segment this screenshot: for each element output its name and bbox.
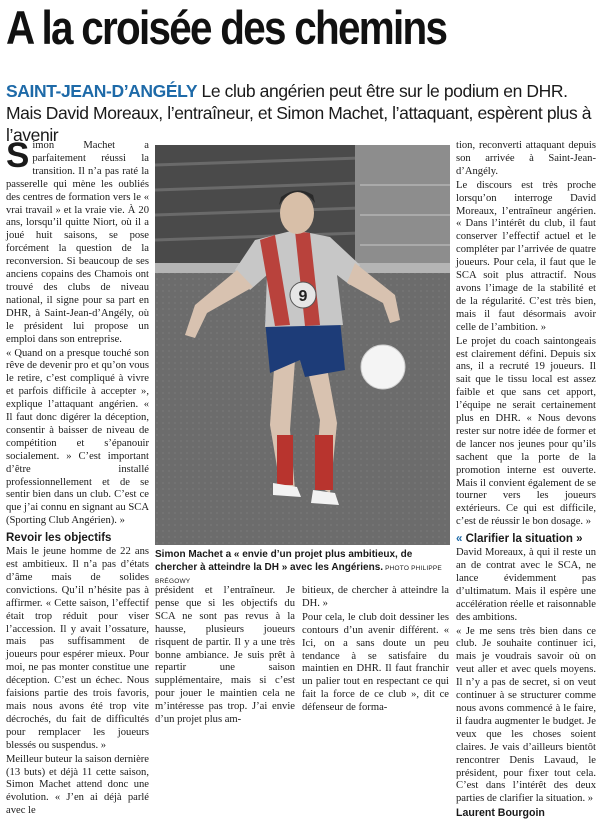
photo-caption: Simon Machet a « envie d’un projet plus ambitieux, de chercher à atteindre la DH » avec les Angériens. PHOTO PHILIPPE BRÉGOWY [155, 549, 442, 585]
paragraph: président et l’entraîneur. Je pense que si les objectifs du SCA ne sont pas revus à la hausse, plusieurs joueurs risquent de partir. Il y a une très bonne ambiance. Je suis prêt à repartir une saison supplémentaire, mais si c’est pour jouer le maintien cela ne m’intéresse pas trop. J’ai envie d’un projet plus am- [155, 585, 295, 726]
deck-kicker: SAINT-JEAN-D’ANGÉLY [6, 81, 198, 101]
subhead-clarifier: « Clarifier la situation » [456, 533, 583, 546]
football-player-photo [155, 145, 450, 545]
paragraph: « Je me sens très bien dans ce club. Je souhaite continuer ici, mais je voudrais savoir où on veut aller et avec quels moyens. Il n’y a pas de secret, si on veut continuer à se structurer comme nous avons commencé à le faire, il faudra augmenter le budget. Je veux que les choses soient claires. Je vais d’ailleurs bientôt rencontrer Denis Lavaud, le président, pour fixer tout cela. C’est dans l’intérêt des deux parties de clarifier la situation. » [456, 625, 596, 805]
subhead-objectifs: Revoir les objectifs [6, 532, 112, 545]
headline: A la croisée des chemins [6, 1, 447, 54]
paragraph: David Moreaux, à qui il reste un an de contrat avec le SCA, ne lance évidemment pas d’ultimatum. Mais il espère une accélération réelle et raisonnable des ambitions. [456, 547, 596, 623]
photo-credit: PHOTO PHILIPPE BRÉGOWY [155, 564, 442, 585]
deck [6, 80, 596, 146]
paragraph: tion, reconverti attaquant depuis son arrivée à Saint-Jean-d’Angély. [456, 140, 596, 177]
paragraph: Mais le jeune homme de 22 ans est ambitieux. Il n’a pas d’états d’âme mais de solides convictions. Qu’il n’hésite pas à affirmer. « Cette saison, l’effectif était trop réduit pour viser l’accession. Il y avait l’ossature, mais pas suffisamment de joueurs pour espérer mieux. Pour moi, ne pas monter constitue une déception. C’est un échec. Nous faisions partie des trois favoris, mais nous avons été trop vite décrochés, du fait de difficultés pour remplacer les joueurs blessés ou suspendus. » [6, 546, 149, 751]
article-photo [155, 145, 450, 545]
article-column-4 [456, 140, 596, 820]
deck-text: Le club angérien peut être sur le podium en DHR. Mais David Moreaux, l’entraîneur, et Simon Machet, l’attaquant, espèrent plus à l’avenir [6, 81, 592, 145]
paragraph: Simon Machet a parfaitement réussi la transition. Il n’a pas raté la passerelle qui mène les oubliés des centres de formation vers le « vrai travail » et la vraie vie. À 20 ans, lorsqu’il quitte Niort, où il a joué huit saisons, se pose forcément la question de la reconversion. Si beaucoup de ses anciens copains des Chamois ont trouvé des clubs de niveau national, il signe pour sa part en DHR, à Saint-Jean-d’Angély, où le président lui propose un emploi dans son entreprise. [6, 136, 149, 345]
paragraph: Le discours est très proche lorsqu’on interroge David Moreaux, l’entraîneur angérien. « Dans l’intérêt du club, il faut conserver l’effectif actuel et le compléter par l’arrivée de quatre joueurs. Pour cela, il faut que le SCA soit plus attractif. Nous avons l’image de la stabilité et de la régularité. C’est très bien, mais il faut désormais avoir celle de l’ambition. » [456, 179, 596, 333]
paragraph: bitieux, de chercher à atteindre la DH. » [302, 585, 449, 609]
article-column-3 [302, 585, 449, 716]
article-column-1 [6, 136, 149, 819]
paragraph: Meilleur buteur la saison dernière (13 buts) et déjà 11 cette saison, Simon Machet attend donc une évolution. « J’en ai déjà parlé avec le [6, 753, 149, 817]
paragraph: Pour cela, le club doit dessiner les contours d’un avenir différent. « Ici, on a sans doute un peu tendance à se satisfaire du maintien en DHR. Il faut franchir un palier tout en respectant ce qui fait la force de ce club », dit ce défenseur de forma- [302, 611, 449, 714]
jersey-number: 9 [298, 288, 308, 305]
article-column-2 [155, 585, 295, 728]
paragraph: « Quand on a presque touché son rêve de devenir pro et qu’on vous le retire, c’est compliqué à vivre et parfois difficile à accepter », explique l’attaquant angérien. « Il faut donc digérer la déception, consentir à baisser de niveau de compétition et s’épanouir socialement. » C’est important d’être installé professionnellement et de se sentir bien dans un club. C’est ce que j’ai connu en signant au SCA (Sporting Club Angérien). » [6, 347, 149, 527]
paragraph: Le projet du coach saintongeais est clairement défini. Depuis six ans, il a recruté 19 joueurs. Il sait que le tissu local est assez faible et que sans cet apport, l’équipe ne serait certainement plus en DHR. « Nous devons rester sur notre idée de former et de lancer nos jeunes pour qu’ils sachent que la porte de la promotion interne est ouverte. Mais il convient également de se tourner vers les joueurs extérieurs. Ce qui est difficile, c’est de réussir le bon dosage. » [456, 335, 596, 528]
author-signature: Laurent Bourgoin [456, 807, 545, 820]
drop-cap: S [6, 136, 30, 175]
